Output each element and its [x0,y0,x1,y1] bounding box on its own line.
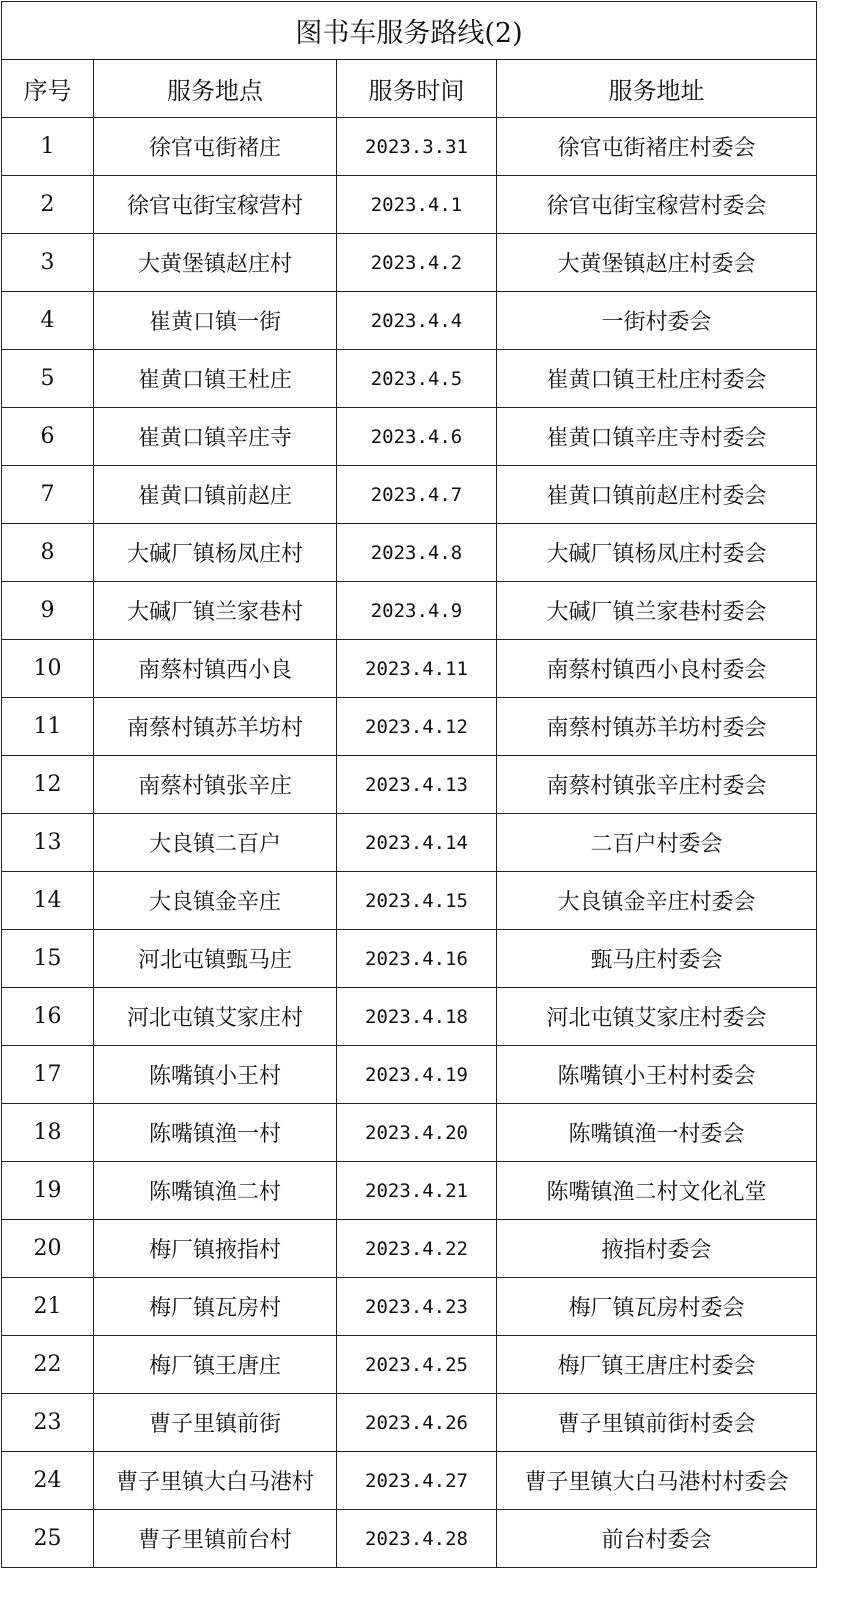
table-row [2,524,817,582]
table-row [2,1394,817,1452]
table-row [2,1162,817,1220]
table-row [2,176,817,234]
cell-date: 2023.4.19 [337,1046,497,1104]
cell-no: 7 [2,466,94,524]
cell-no: 9 [2,582,94,640]
table-row [2,1336,817,1394]
cell-no: 6 [2,408,94,466]
table-row [2,408,817,466]
cell-address: 南蔡村镇张辛庄村委会 [497,756,817,814]
cell-date: 2023.3.31 [337,118,497,176]
cell-place: 陈嘴镇渔二村 [94,1162,337,1220]
cell-address: 陈嘴镇渔二村文化礼堂 [497,1162,817,1220]
cell-address: 南蔡村镇苏羊坊村委会 [497,698,817,756]
cell-no: 22 [2,1336,94,1394]
table-row [2,872,817,930]
header-no: 序号 [2,60,94,118]
cell-address: 前台村委会 [497,1510,817,1568]
cell-address: 陈嘴镇渔一村委会 [497,1104,817,1162]
cell-place: 曹子里镇前台村 [94,1510,337,1568]
cell-place: 陈嘴镇小王村 [94,1046,337,1104]
cell-no: 19 [2,1162,94,1220]
table-row [2,698,817,756]
cell-date: 2023.4.22 [337,1220,497,1278]
cell-no: 17 [2,1046,94,1104]
cell-date: 2023.4.25 [337,1336,497,1394]
cell-place: 梅厂镇瓦房村 [94,1278,337,1336]
cell-address: 大良镇金辛庄村委会 [497,872,817,930]
cell-date: 2023.4.27 [337,1452,497,1510]
cell-address: 梅厂镇瓦房村委会 [497,1278,817,1336]
cell-date: 2023.4.14 [337,814,497,872]
cell-no: 4 [2,292,94,350]
table-row [2,756,817,814]
header-time: 服务时间 [337,60,497,118]
table-row [2,1510,817,1568]
header-row [2,60,817,118]
table-row [2,814,817,872]
cell-date: 2023.4.9 [337,582,497,640]
cell-place: 河北屯镇甄马庄 [94,930,337,988]
cell-address: 崔黄口镇王杜庄村委会 [497,350,817,408]
cell-address: 二百户村委会 [497,814,817,872]
title-row [2,2,817,60]
cell-place: 大碱厂镇杨凤庄村 [94,524,337,582]
cell-date: 2023.4.13 [337,756,497,814]
cell-date: 2023.4.2 [337,234,497,292]
cell-address: 掖指村委会 [497,1220,817,1278]
cell-place: 南蔡村镇张辛庄 [94,756,337,814]
cell-place: 大良镇金辛庄 [94,872,337,930]
cell-place: 大黄堡镇赵庄村 [94,234,337,292]
cell-date: 2023.4.6 [337,408,497,466]
cell-date: 2023.4.12 [337,698,497,756]
cell-no: 11 [2,698,94,756]
cell-address: 甄马庄村委会 [497,930,817,988]
cell-no: 13 [2,814,94,872]
table-row [2,118,817,176]
cell-address: 大碱厂镇杨凤庄村委会 [497,524,817,582]
cell-no: 12 [2,756,94,814]
cell-date: 2023.4.16 [337,930,497,988]
header-place: 服务地点 [94,60,337,118]
cell-date: 2023.4.8 [337,524,497,582]
cell-address: 一街村委会 [497,292,817,350]
cell-address: 曹子里镇大白马港村村委会 [497,1452,817,1510]
route-table [1,1,817,1568]
cell-address: 徐官屯街宝稼营村委会 [497,176,817,234]
cell-place: 崔黄口镇王杜庄 [94,350,337,408]
cell-place: 曹子里镇前街 [94,1394,337,1452]
table-row [2,988,817,1046]
cell-place: 崔黄口镇辛庄寺 [94,408,337,466]
cell-no: 25 [2,1510,94,1568]
cell-date: 2023.4.11 [337,640,497,698]
cell-no: 1 [2,118,94,176]
table-row [2,1046,817,1104]
cell-address: 崔黄口镇前赵庄村委会 [497,466,817,524]
cell-address: 南蔡村镇西小良村委会 [497,640,817,698]
cell-date: 2023.4.5 [337,350,497,408]
header-address: 服务地址 [497,60,817,118]
cell-no: 8 [2,524,94,582]
cell-no: 10 [2,640,94,698]
cell-no: 21 [2,1278,94,1336]
cell-no: 20 [2,1220,94,1278]
table-row [2,582,817,640]
cell-date: 2023.4.4 [337,292,497,350]
cell-place: 陈嘴镇渔一村 [94,1104,337,1162]
cell-no: 23 [2,1394,94,1452]
cell-place: 南蔡村镇苏羊坊村 [94,698,337,756]
table-row [2,930,817,988]
cell-address: 大黄堡镇赵庄村委会 [497,234,817,292]
table-row [2,234,817,292]
cell-no: 5 [2,350,94,408]
table-row [2,1104,817,1162]
cell-date: 2023.4.20 [337,1104,497,1162]
cell-no: 24 [2,1452,94,1510]
cell-place: 徐官屯街宝稼营村 [94,176,337,234]
cell-place: 河北屯镇艾家庄村 [94,988,337,1046]
cell-date: 2023.4.21 [337,1162,497,1220]
cell-place: 徐官屯街褚庄 [94,118,337,176]
cell-address: 曹子里镇前街村委会 [497,1394,817,1452]
cell-date: 2023.4.7 [337,466,497,524]
cell-date: 2023.4.15 [337,872,497,930]
cell-no: 14 [2,872,94,930]
table-row [2,292,817,350]
cell-place: 大碱厂镇兰家巷村 [94,582,337,640]
cell-date: 2023.4.1 [337,176,497,234]
table-row [2,640,817,698]
cell-address: 崔黄口镇辛庄寺村委会 [497,408,817,466]
cell-place: 南蔡村镇西小良 [94,640,337,698]
cell-date: 2023.4.18 [337,988,497,1046]
cell-place: 梅厂镇掖指村 [94,1220,337,1278]
cell-no: 2 [2,176,94,234]
cell-no: 18 [2,1104,94,1162]
cell-address: 徐官屯街褚庄村委会 [497,118,817,176]
cell-date: 2023.4.28 [337,1510,497,1568]
cell-no: 15 [2,930,94,988]
cell-place: 崔黄口镇一街 [94,292,337,350]
table-row [2,1452,817,1510]
table-row [2,1220,817,1278]
cell-address: 梅厂镇王唐庄村委会 [497,1336,817,1394]
cell-place: 大良镇二百户 [94,814,337,872]
cell-place: 梅厂镇王唐庄 [94,1336,337,1394]
table-title: 图书车服务路线(2) [2,2,817,60]
cell-address: 陈嘴镇小王村村委会 [497,1046,817,1104]
table-row [2,1278,817,1336]
cell-address: 河北屯镇艾家庄村委会 [497,988,817,1046]
cell-place: 崔黄口镇前赵庄 [94,466,337,524]
table-row [2,350,817,408]
cell-date: 2023.4.26 [337,1394,497,1452]
cell-date: 2023.4.23 [337,1278,497,1336]
cell-no: 16 [2,988,94,1046]
cell-no: 3 [2,234,94,292]
table-row [2,466,817,524]
cell-place: 曹子里镇大白马港村 [94,1452,337,1510]
cell-address: 大碱厂镇兰家巷村委会 [497,582,817,640]
